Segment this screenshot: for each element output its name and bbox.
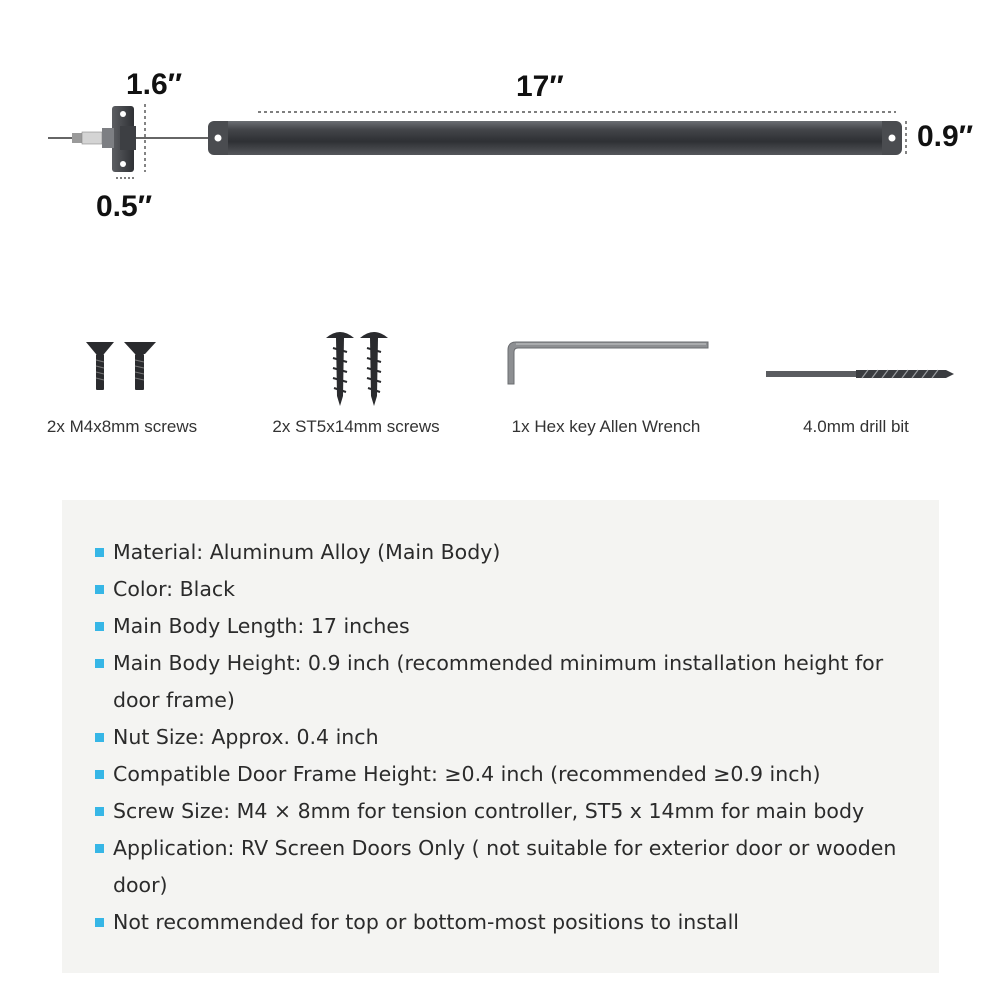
spec-text: Nut Size: Approx. 0.4 inch [113,725,379,749]
spec-item-material [95,534,915,571]
hex-key-icon [500,338,712,390]
accessory-label-m4-screws: 2x M4x8mm screws [46,417,198,436]
bullet-icon [95,622,104,631]
tension-controller [48,106,208,172]
spec-item-nut-size [95,719,915,756]
length-label: 17″ [516,70,564,103]
controller-width-label: 0.5″ [96,190,153,223]
spec-item-frame-height [95,756,915,793]
spec-item-screw-size [95,793,915,830]
bullet-icon [95,770,104,779]
accessory-label-st5-screws: 2x ST5x14mm screws [272,417,440,436]
bullet-icon [95,807,104,816]
spec-text: Color: Black [113,577,236,601]
main-body-bar [208,121,902,155]
bullet-icon [95,844,104,853]
spec-item-height [95,645,915,719]
spec-item-length [95,608,915,645]
accessory-label-drill-bit: 4.0mm drill bit [803,417,909,436]
specifications-list [95,534,915,941]
spec-text: Not recommended for top or bottom-most positions to install [113,910,739,934]
spec-item-position-note [95,904,915,941]
spec-item-color [95,571,915,608]
spec-text: Main Body Height: 0.9 inch (recommended minimum installation height for door frame) [113,651,884,712]
drill-bit-icon [764,366,956,382]
spec-item-application [95,830,915,904]
self-tapping-screw-icon [322,326,394,408]
spec-text: Screw Size: M4 × 8mm for tension controller, ST5 x 14mm for main body [113,799,865,823]
spec-text: Application: RV Screen Doors Only ( not suitable for exterior door or wooden door) [113,836,897,897]
bullet-icon [95,585,104,594]
bullet-icon [95,548,104,557]
spec-text: Main Body Length: 17 inches [113,614,410,638]
bullet-icon [95,733,104,742]
flat-head-screw-icon [84,338,160,394]
accessory-label-hex-key: 1x Hex key Allen Wrench [511,417,701,436]
bullet-icon [95,918,104,927]
spec-text: Compatible Door Frame Height: ≥0.4 inch (recommended ≥0.9 inch) [113,762,821,786]
controller-height-label: 1.6″ [126,68,183,101]
specifications-panel [62,500,939,973]
spec-text: Material: Aluminum Alloy (Main Body) [113,540,501,564]
height-label: 0.9″ [917,120,974,153]
bullet-icon [95,659,104,668]
